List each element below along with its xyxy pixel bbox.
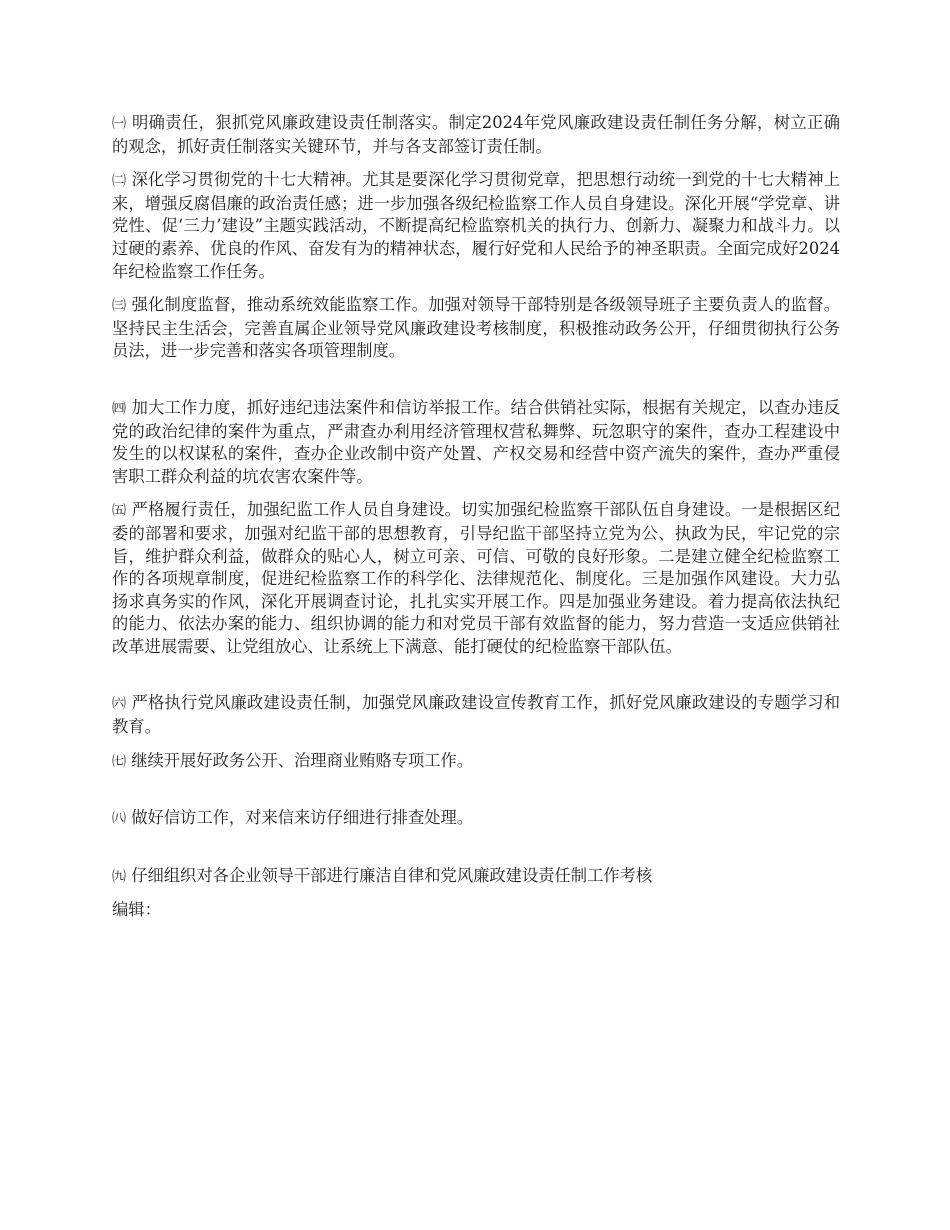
paragraph-text: 继续开展好政务公开、治理商业贿赂专项工作。 [131, 750, 474, 770]
item-number: ㈦ [112, 753, 126, 770]
paragraph-text: 严格执行党风廉政建设责任制，加强党风廉政建设宣传教育工作，抓好党风廉政建设的专题学习和教育。 [112, 693, 840, 737]
item-number: ㈠ [112, 116, 127, 132]
paragraph-6 [112, 692, 840, 738]
item-number: ㈥ [112, 696, 127, 713]
item-number: ㈤ [112, 503, 127, 520]
paragraph-text: 强化制度监督，推动系统效能监察工作。加强对领导干部特别是各级领导班子主要负责人的监督。坚持民主生活会，完善直属企业领导党风廉政建设考核制度，积极推动政务公开，仔细贯彻执行公务员法，进一步完善和落实各项管理制度。 [112, 295, 840, 361]
item-number: ㈨ [112, 868, 126, 885]
item-number: ㈧ [112, 811, 126, 828]
paragraph-text: 明确责任，狠抓党风廉政建设责任制落实。制定2024年党风廉政建设责任制任务分解，树立正确的观念，抓好责任制落实关键环节，并与各支部签订责任制。 [112, 113, 840, 156]
paragraph-text: 加大工作力度，抓好违纪违法案件和信访举报工作。结合供销社实际，根据有关规定，以查办违反党的政治纪律的案件为重点，严肃查办利用经济管理权营私舞弊、玩忽职守的案件，查办工程建设中发生的以权谋私的案件，查办企业改制中资产处置、产权交易和经营中资产流失的案件，查办严重侵害职工群众利益的坑农害农案件等。 [112, 397, 840, 486]
paragraph-5 [112, 499, 840, 658]
paragraph-4 [112, 397, 840, 488]
item-number: ㈣ [112, 400, 127, 417]
paragraph-2 [112, 169, 840, 283]
document-body [112, 112, 840, 922]
item-number: ㈡ [112, 173, 127, 190]
paragraph-9 [112, 865, 840, 889]
item-number: ㈢ [112, 298, 127, 315]
paragraph-text: 仔细组织对各企业领导干部进行廉洁自律和党风廉政建设责任制工作考核 [131, 865, 653, 885]
paragraph-text: 严格履行责任，加强纪监工作人员自身建设。切实加强纪检监察干部队伍自身建设。一是根据区纪委的部署和要求，加强对纪监干部的思想教育，引导纪监干部坚持立党为公、执政为民，牢记党的宗旨，维护群众利益，做群众的贴心人，树立可亲、可信、可敬的良好形象。二是建立健全纪检监察工作的各项规章制度，促进纪检监察工作的科学化、法律规范化、制度化。三是加强作风建设。大力弘扬求真务实的作风，深化开展调查讨论，扎扎实实开展工作。四是加强业务建设。着力提高依法执纪的能力、依法办案的能力、组织协调的能力和对党员干部有效监督的能力，努力营造一支适应供销社改革进展需要、让党组放心、让系统上下满意、能打硬仗的纪检监察干部队伍。 [112, 500, 840, 656]
paragraph-3 [112, 294, 840, 363]
paragraph-8 [112, 807, 840, 831]
paragraph-text: 做好信访工作，对来信来访仔细进行排查处理。 [131, 808, 474, 828]
paragraph-text: 深化学习贯彻党的十七大精神。尤其是要深化学习贯彻党章，把思想行动统一到党的十七大精神上来，增强反腐倡廉的政治责任感；进一步加强各级纪检监察工作人员自身建设。深化开展“学党章、讲党性、促‘三力’建设”主题实践活动，不断提高纪检监察机关的执行力、创新力、凝聚力和战斗力。以过硬的素养、优良的作风、奋发有为的精神状态，履行好党和人民给予的神圣职责。全面完成好2024年纪检监察工作任务。 [112, 170, 840, 281]
paragraph-1 [112, 112, 840, 158]
editor-label: 编辑： [112, 900, 161, 920]
paragraph-7 [112, 750, 840, 774]
